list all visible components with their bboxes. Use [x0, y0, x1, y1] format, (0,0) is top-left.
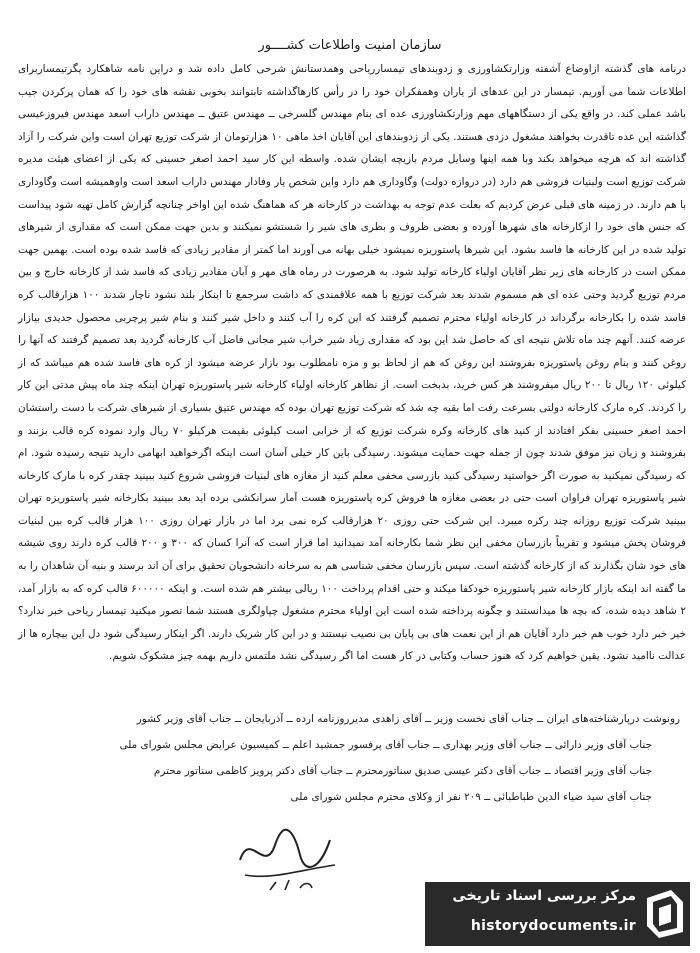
archive-name: مرکز بررسی اسناد تاریخی	[452, 888, 636, 904]
letter-body	[18, 58, 686, 668]
copies-line: جناب آقای وزیر دارائی ــ جناب آقای وزیر بهداری ــ جناب آقای پرفسور جمشید اعلم ــ کمیسیون عرایض مجلس شورای ملی	[119, 739, 652, 751]
copies-line: جناب آقای وزیر اقتصاد ــ جناب آقای دکتر عیسی صدیق سناتورمحترم ــ جناب آقای دکتر پرویز کاظمی سناتور محترم	[153, 765, 652, 777]
copies-intro: رونوشت درپارشناخته‌های ایران ــ جناب آقای نخست وزیر ــ آقای زاهدی مدیرروزنامه ارده ــ آذربایجان ــ جناب آقای وزیر کشور	[136, 713, 680, 725]
copies-section	[30, 706, 680, 810]
archive-logo-icon	[643, 888, 687, 940]
copies-line: جناب آقای سید ضیاء الدین طباطبائی ــ ۲۰۹ نفر از وکلای محترم مجلس شورای ملی	[290, 791, 652, 803]
document-heading: سازمان امنیت واطلاعات کشــــور	[258, 38, 442, 53]
letter-paragraph: درنامه های گذشته ازاوضاع آشفته وزارتکشاورزی و زدوبندهای تیمسارریاحی وهمدستانش شرحی کامل داده شد و دراین نامه شاهکارد یگرتیمساربرای اطلاعات شما می آوریم. تیمسار در این عدهای از یاران وهمفکران خود را در رأس کارهاگذاشته تابتوانند بخوبی نقشه های خود را که همان پرکردن جیب باشد عملی کند. در واقع یکی از دستگاههای مهم وزارتکشاورزی عده ای بنام مهندس گلسرخی ــ مهندس عتیق ــ مهندس داراب اسعد مهندس فیروزعیسی گذاشته این عده تاقدرت بخواهند مشغول دزدی هستند. یکی از زدوبندهای این آقایان اخذ ماهی ۱۰ هزارتومان از شرکت توزیع تهران است واین شرکت را آزاد گذاشته اند که هرچه میخواهد بکند وبا همه اینها وسایل مردم بازیچه ایشان شده. واسطه این کار سید احمد اصغر حسینی که یکی از اعضای هیئت مدیره شرکت توزیع است ولبنیات فروشی هم دارد (در دروازه دولت) وگاوداری هم دارد واین شخص یار وفادار مهندس داراب اسعد است واوهمیشه است وگاوداری با هم دارند. در زمینه های قبلی عرض کردیم که بعلت عدم توجه به بهداشت در کارخانه هر که هماهنگ شده این اواخر چنانچه گزارش کامل تهیه شود پیداست که جنس های خود را ازکارخانه های شهرها آورده و بعضی ظروف و بطری های شیر را شستشو نمیکنند و بدین جهت ممکن است که مقداری از شیرهای تولید شده در این کارخانه ها فاسد بشود. این شیرها پاستوریزه نمیشود خیلی بهانه می آورند اما کمتر از مقادیر زیادی که فاسد شده بوده است. بهمین جهت ممکن است در کارخانه های زیر نظر آقایان اولیاء کارخانه تولید شود. به هرصورت در رماه های مهر و آبان مقادیر زیادی که فاسد شد از کارخانه خارج و بین مردم توزیع گردید وحتی عده ای هم مسموم شدند بعد شرکت توزیع با همه علاقمندی که داشت سرجمع تا اینکار بلند نشود ناچار شدند ۱۰۰ هزارقالب کره فاسد شده را بکارخانه برگرداند در کارخانه اولیاء محترم تصمیم گرفتند که این کره را آب کنند و داخل شیر کنند و بنام شیر پرچربی محصول جدیدی بیازار عرضه کنند. آنهم چند ماه تلاش نتیجه ای که حاصل شد این بود که مقداری زیاد شیر خراب شیر مجانی فاضل آب کارخانه گردید بعد تصمیم گرفتند که آنها را روغن کنند و بنام روغن پاستوریزه بفروشند این روغن که هم از لحاظ بو و مزه نامطلوب بود بازار عرضه میشود از کره های فاسد شده هم میباشد که از کیلوئی ۱۲۰ ریال تا ۲۰۰ ریال میفروشند هر کس خرید، بدبخت است. از نظاهر کارخانه اولیاء کارخانه شیر پاستوریزه تهران اینکه چند ماه پیش مدتی این کار را کردند. کره مارک کارخانه دولتی بسرعت رفت اما بقیه چه شد که شرکت توزیع تهران بوده که مهندس عتیق بسیاری از شیرهای شرکت با دست راستشان احمد اصغر حسینی بفکر افتادند از کنید های کارخانه وکره شرکت توزیع که از خرابی است کیلوئی بقیمت هرکیلو ۷۰ ریال وارد نموده کره قالب بزنند و بفروشند و زیان نیز موفق شدند چون از جمله جهت حمایت میشوند. رسیدگی باین کار خیلی آسان است اینکه اگرخواهید ابهامی دارید نتیجه رسیده شود. ام که رسیدگی نمیکنید به صورت اگر خواستید رسیدگی کنید بازرسی مخفی معلم کنید از مغازه های لبنیات فروشی شروع کنید ببینید چقدر کره با مارک کارخانه شیر پاستوریزه تهران فراوان است حتی در بعضی مغازه ها فروش کره پاستوریزه هست آمار سرانکشی برده اید بعد ببینید بکارخانه شیر پاستوریزه تهران ببینید شرکت توزیع روزانه چند رکره میبرد. این شرکت حتی روزی ۲۰ هزارقالب کره نمی برد اما در بازار تهران روزی ۱۰۰ هزار قالب کره بین لبنیات فروشان پخش میشود و تقریباً بازرسان مخفی این نظر شما بکارخانه آمد نمیدانید اما قرار است که آنرا کسان که ۳۰۰ و ۲۰۰ قالب کره دارند روی شیشه های خود شان بگذارند که از کارخانه گذشته است. سپس بازرسان مخفی شناسی هم به سرخانه دانشجویان تحقیق برای آن اند برسند و بنیه آن شاهدان را به ما گفته اند اینکه بازار کارخانه شیر پاستوریزه خودکفا میکند و حتی اقدام پرداخت ۱۰۰ ریالی بیشتر هم شده است. و اینکه ۶۰۰۰۰۰ قالب کره که به بازار آمد، ۲ شاهد دیده شده، که بچه ها میدانستند و چگونه پرداخته شده است این اولیاء محترم مشغول چپاولگری هستند شما تصور میکنید تیمسار ریاحی خبر ندارد؟ خیر خبر دارد خوب هم خبر دارد آقایان هم از این نعمت های بی پایان بی نصیب نیستند و در این کار شریک دارند. اگر اینکار رسیدگی شود دل این بیچاره ها از عدالت ناامید نشود. یقین خواهیم کرد که هنوز حساب وکتابی در کار هست اما اگر رسیدگی نشد ملتمس داریم بهمه چیز مشکوک شویم.	[17, 63, 687, 663]
copies-list	[30, 732, 680, 810]
archive-watermark	[425, 882, 690, 946]
signature-scribble	[230, 820, 350, 900]
handwritten-signature	[230, 820, 350, 900]
archive-url: historydocuments.ir	[470, 918, 636, 934]
